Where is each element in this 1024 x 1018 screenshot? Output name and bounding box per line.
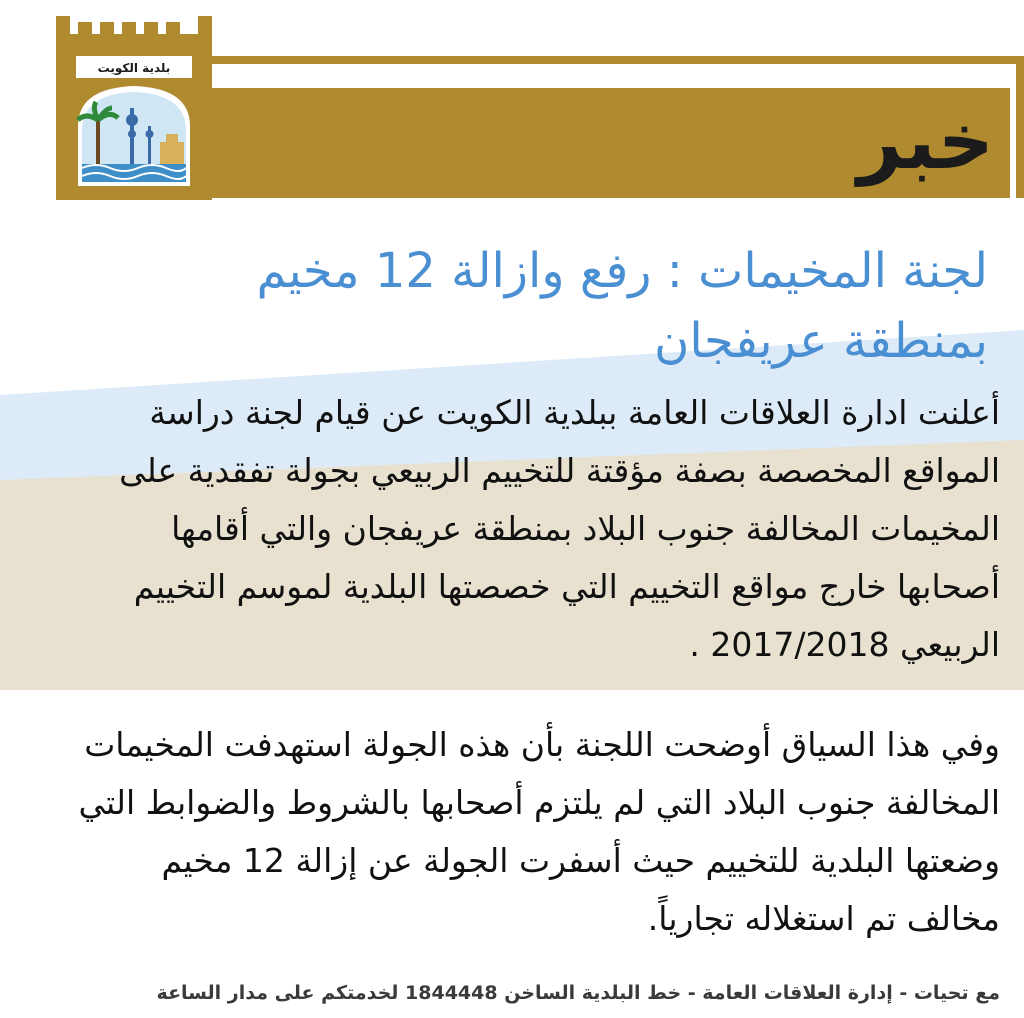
news-label: خبر	[857, 97, 994, 187]
paragraph-2: وفي هذا السياق أوضحت اللجنة بأن هذه الجولة استهدفت المخيمات المخالفة جنوب البلاد التي لم يلتزم أصحابها بالشروط والضوابط التي وضعتها البلدية للتخييم حيث أسفرت الجولة عن إزالة 12 مخيم مخالف تم استغلاله تجارياً.	[78, 725, 1000, 938]
logo-caption: بلدية الكويت	[97, 61, 171, 75]
headline: لجنة المخيمات : رفع وازالة 12 مخيم بمنطقة عريفجان	[256, 243, 988, 369]
header-top-rule	[200, 56, 1024, 64]
header-right-rule	[1016, 56, 1024, 198]
footer-signature: مع تحيات - إدارة العلاقات العامة - خط البلدية الساخن 1844448 لخدمتكم على مدار الساعة	[156, 982, 1000, 1004]
kuwait-municipality-logo	[56, 16, 212, 200]
article-body	[58, 384, 1000, 948]
paragraph-gap	[58, 674, 1000, 716]
paragraph-1: أعلنت ادارة العلاقات العامة ببلدية الكويت عن قيام لجنة دراسة المواقع المخصصة بصفة مؤقتة للتخييم الربيعي بجولة تفقدية على المخيمات المخالفة جنوب البلاد بمنطقة عريفجان والتي أقامها أصحابها خارج مواقع التخييم التي خصصتها البلدية لموسم التخييم الربيعي 2017/2018 .	[119, 393, 1000, 664]
